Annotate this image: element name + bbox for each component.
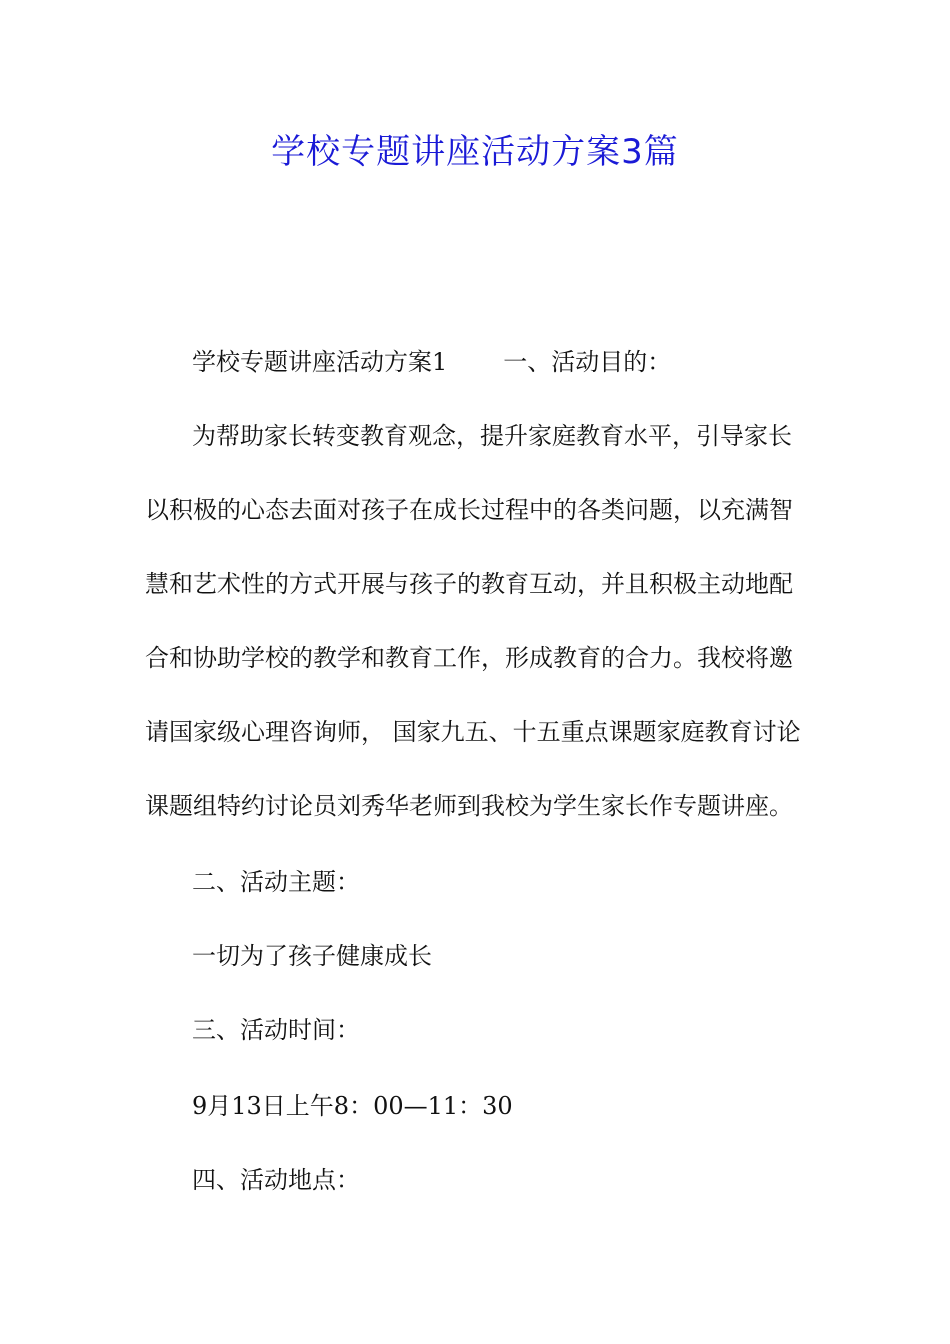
paragraph-line: 合和协助学校的教学和教育工作，形成教育的合力。我校将邀 xyxy=(145,644,793,672)
section3-content: 9月13日上午8：00—11：30 xyxy=(192,1092,513,1120)
paragraph-line: 课题组特约讨论员刘秀华老师到我校为学生家长作专题讲座。 xyxy=(145,792,793,820)
paragraph-line: 为帮助家长转变教育观念，提升家庭教育水平，引导家长 xyxy=(192,422,792,450)
section1-heading: 一、活动目的： xyxy=(503,348,672,376)
paragraph-line: 请国家级心理咨询师， 国家九五、十五重点课题家庭教育讨论 xyxy=(145,718,801,746)
section2-heading: 二、活动主题： xyxy=(192,868,360,896)
heading-line xyxy=(192,344,671,380)
document-title: 学校专题讲座活动方案3篇 xyxy=(271,132,679,172)
plan-heading: 学校专题讲座活动方案1 xyxy=(192,348,448,376)
paragraph-line: 慧和艺术性的方式开展与孩子的教育互动，并且积极主动地配 xyxy=(145,570,793,598)
paragraph-line: 以积极的心态去面对孩子在成长过程中的各类问题，以充满智 xyxy=(145,496,793,524)
section4-heading: 四、活动地点： xyxy=(192,1166,360,1194)
section2-content: 一切为了孩子健康成长 xyxy=(192,942,432,970)
section3-heading: 三、活动时间： xyxy=(192,1016,360,1044)
